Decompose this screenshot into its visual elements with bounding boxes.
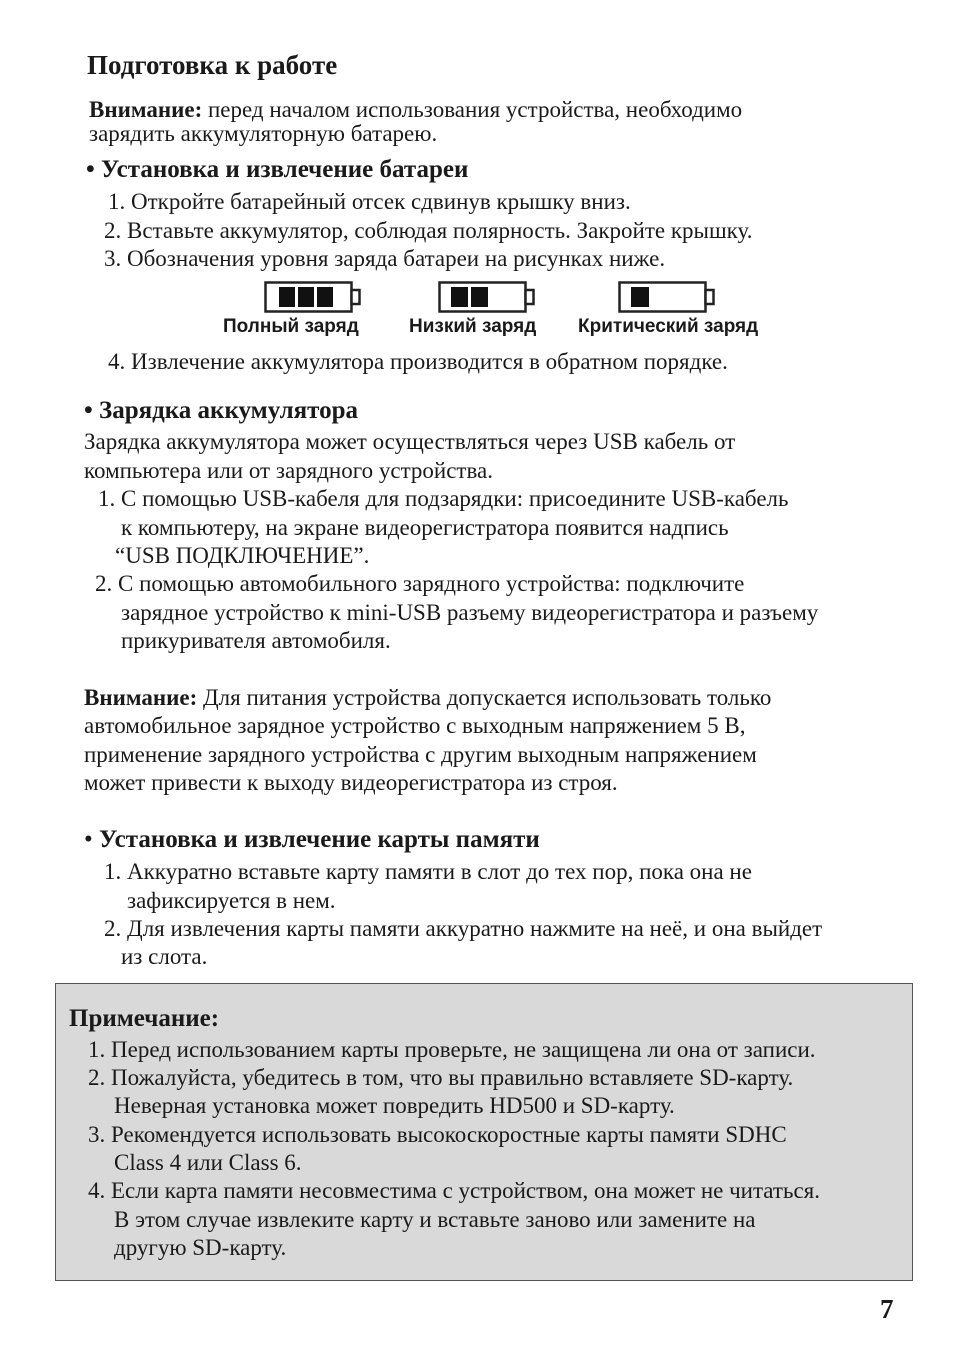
note-item-4-line-1: 4. Если карта памяти несовместима с устройством, она может не читаться.: [88, 1178, 821, 1203]
charging-paragraph-line-1: Зарядка аккумулятора может осуществляться через USB кабель от: [84, 429, 736, 454]
battery-step-4: 4. Извлечение аккумулятора производится в обратном порядке.: [108, 349, 728, 374]
battery-low-icon: [438, 281, 536, 313]
battery-bar: [317, 287, 333, 307]
warning-line-1: Внимание: Для питания устройства допускается использовать только: [84, 685, 772, 710]
battery-bar: [279, 287, 295, 307]
battery-critical-icon: [618, 281, 716, 313]
charging-step-2-line-3: прикуривателя автомобиля.: [121, 628, 391, 653]
charging-step-2-line-1: 2. С помощью автомобильного зарядного устройства: подключите: [95, 571, 745, 596]
intro-line-2: зарядить аккумуляторную батарею.: [89, 121, 438, 146]
note-item-2-line-2: Неверная установка может повредить HD500 и SD-карту.: [114, 1093, 675, 1118]
note-item-4-line-2: В этом случае извлеките карту и вставьте заново или замените на: [114, 1207, 756, 1232]
intro-label: Внимание:: [89, 97, 203, 122]
warning-line-2: автомобильное зарядное устройство с выходным напряжением 5 В,: [84, 713, 746, 738]
note-heading: Примечание:: [69, 1005, 220, 1032]
battery-bar: [451, 287, 468, 307]
battery-bar: [298, 287, 314, 307]
card-section-heading: • Установка и извлечение карты памяти: [84, 826, 540, 853]
intro-line-1: Внимание: перед началом использования устройства, необходимо: [89, 97, 743, 122]
battery-step-2: 2. Вставьте аккумулятор, соблюдая полярность. Закройте крышку.: [104, 218, 753, 243]
warning-line-4: может привести к выходу видеорегистратора из строя.: [84, 770, 618, 795]
battery-bar: [631, 287, 649, 307]
card-step-1-line-2: зафиксируется в нем.: [127, 888, 336, 913]
warning-line-3: применение зарядного устройства с другим выходным напряжением: [84, 742, 757, 767]
card-step-2-line-1: 2. Для извлечения карты памяти аккуратно нажмите на неё, и она выйдет: [104, 916, 823, 941]
page-title: Подготовка к работе: [87, 50, 338, 80]
charging-step-2-line-2: зарядное устройство к mini-USB разъему видеорегистратора и разъему: [121, 600, 819, 625]
warning-label: Внимание:: [84, 685, 198, 710]
note-item-4-line-3: другую SD-карту.: [114, 1235, 287, 1260]
battery-step-3: 3. Обозначения уровня заряда батареи на рисунках ниже.: [104, 246, 666, 271]
battery-section-heading: • Установка и извлечение батареи: [86, 156, 469, 183]
charging-step-1-line-3: “USB ПОДКЛЮЧЕНИЕ”.: [115, 543, 370, 568]
charging-step-1-line-1: 1. С помощью USB-кабеля для подзарядки: присоедините USB-кабель: [98, 486, 789, 511]
note-item-3-line-2: Class 4 или Class 6.: [114, 1150, 302, 1175]
note-item-3-line-1: 3. Рекомендуется использовать высокоскоростные карты памяти SDHC: [88, 1122, 787, 1147]
card-step-1-line-1: 1. Аккуратно вставьте карту памяти в слот до тех пор, пока она не: [104, 859, 752, 884]
note-item-2-line-1: 2. Пожалуйста, убедитесь в том, что вы правильно вставляете SD-карту.: [88, 1065, 794, 1090]
battery-critical-label: Критический заряд: [578, 316, 759, 337]
charging-section-heading: • Зарядка аккумулятора: [84, 397, 358, 424]
note-item-1: 1. Перед использованием карты проверьте, не защищена ли она от записи.: [88, 1037, 816, 1062]
charging-step-1-line-2: к компьютеру, на экране видеорегистратора появится надпись: [121, 515, 729, 540]
card-step-2-line-2: из слота.: [121, 944, 208, 969]
battery-full-label: Полный заряд: [223, 316, 359, 337]
battery-bar: [471, 287, 488, 307]
charging-paragraph-line-2: компьютера или от зарядного устройства.: [84, 458, 493, 483]
battery-step-1: 1. Откройте батарейный отсек сдвинув крышку вниз.: [108, 189, 631, 214]
page-number: 7: [880, 1294, 894, 1324]
battery-low-label: Низкий заряд: [409, 316, 537, 337]
battery-full-icon: [264, 281, 362, 313]
